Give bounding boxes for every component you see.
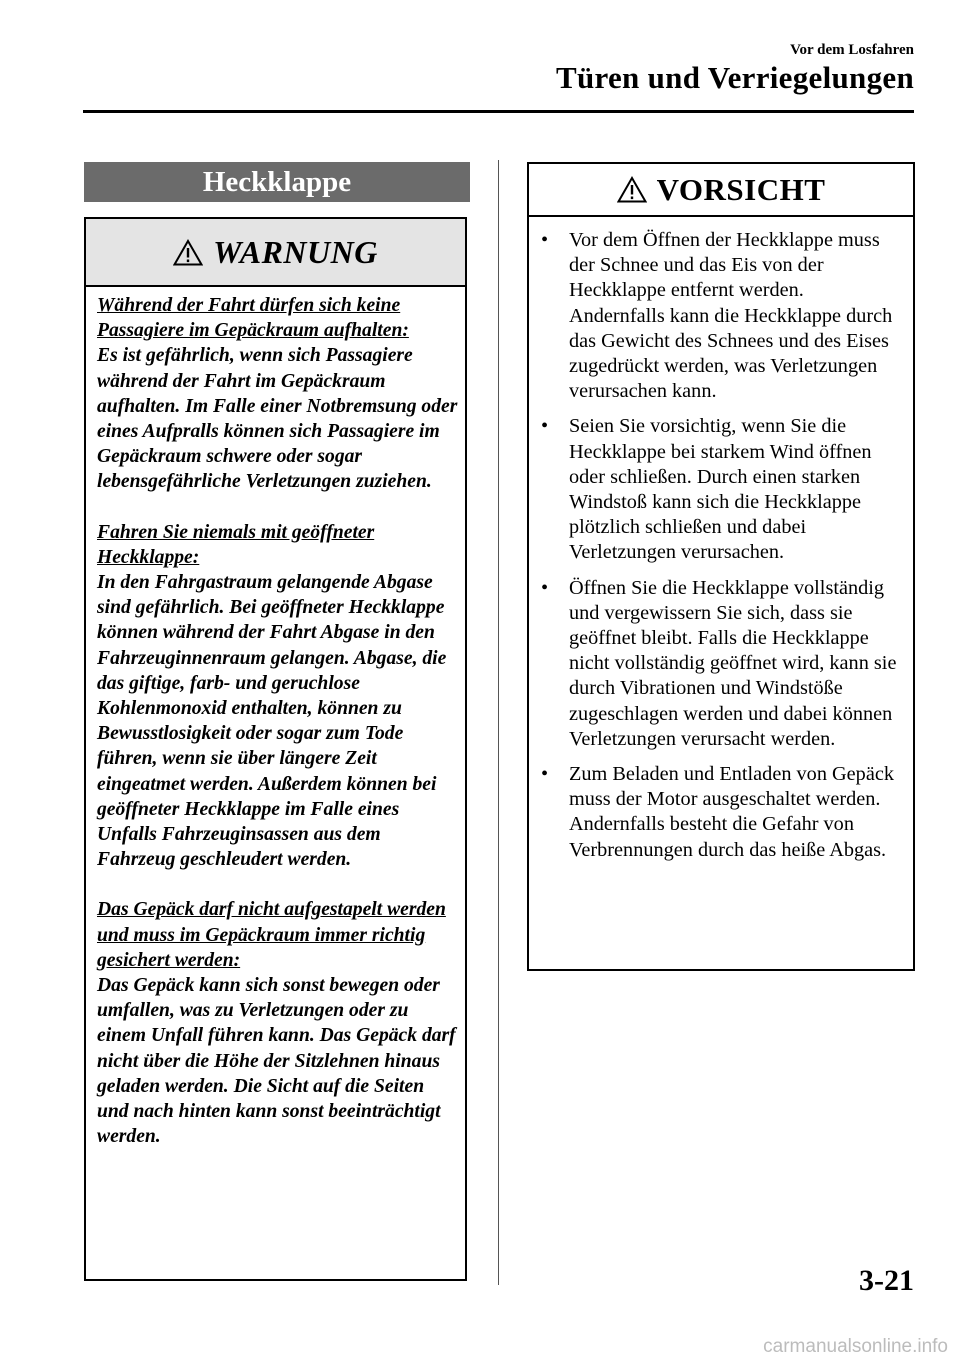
header-rule bbox=[83, 110, 914, 113]
warning-paragraph-heading: Fahren Sie niemals mit geöffneter Heckklappe: bbox=[97, 521, 375, 568]
caution-item bbox=[539, 228, 903, 404]
caution-item bbox=[539, 414, 903, 565]
warning-paragraph bbox=[97, 293, 459, 495]
bullet-icon: • bbox=[541, 229, 549, 251]
page-number: 3-21 bbox=[859, 1264, 914, 1297]
warning-triangle-icon bbox=[617, 176, 647, 203]
warning-triangle-icon bbox=[173, 239, 203, 266]
caution-list bbox=[529, 217, 913, 863]
warning-label: WARNUNG bbox=[213, 233, 378, 270]
caution-item-text: Zum Beladen und Entladen von Gepäck muss der Motor ausgeschaltet werden. Andernfalls besteht die Gefahr von Verbrennungen durch das heiße Abgas. bbox=[569, 763, 894, 861]
warning-box bbox=[84, 217, 467, 1281]
column-divider bbox=[498, 160, 499, 1285]
warning-paragraph-text: In den Fahrgastraum gelangende Abgase sind gefährlich. Bei geöffneter Heckklappe können während der Fahrt Abgase in den Fahrzeuginnenraum gelangen. Abgase, die das giftige, farb- und geruchlose Kohlenmonoxid enthalten, können zu Bewusstlosigkeit oder sogar zum Tode führen, wenn sie über längere Zeit eingeatmet werden. Außerdem können bei geöffneter Heckklappe im Falle eines Unfalls Fahrzeuginsassen aus dem Fahrzeug geschleudert werden. bbox=[97, 572, 447, 871]
caution-item bbox=[539, 762, 903, 863]
caution-item-text: Vor dem Öffnen der Heckklappe muss der Schnee und das Eis von der Heckklappe entfernt werden. Andernfalls kann die Heckklappe durch das Gewicht des Schnees und des Eises zugedrückt werden, was Verletzungen verursachen kann. bbox=[569, 229, 893, 403]
bullet-icon: • bbox=[541, 576, 549, 599]
chapter-label: Vor dem Losfahren bbox=[790, 42, 914, 58]
caution-box bbox=[527, 162, 915, 971]
page-title: Türen und Verriegelungen bbox=[555, 60, 914, 95]
warning-paragraph-heading: Das Gepäck darf nicht aufgestapelt werden und muss im Gepäckraum immer richtig gesichert werden: bbox=[97, 899, 446, 971]
watermark: carmanualsonline.info bbox=[763, 1336, 948, 1357]
caution-item-text: Seien Sie vorsichtig, wenn Sie die Heckklappe bei starkem Wind öffnen oder schließen. Durch einen starken Windstoß kann sich die Heckklappe plötzlich schließen und dabei Verletzungen verursachen. bbox=[569, 415, 872, 564]
section-title: Heckklappe bbox=[84, 162, 470, 202]
caution-item bbox=[539, 576, 903, 752]
bullet-icon: • bbox=[541, 763, 549, 786]
warning-paragraph-text: Das Gepäck kann sich sonst bewegen oder umfallen, was zu Verletzungen oder zu einem Unfall führen kann. Das Gepäck darf nicht über die Höhe der Sitzlehnen hinaus geladen werden. Die Sicht auf die Seiten und nach hinten kann sonst beeinträchtigt werden. bbox=[97, 975, 456, 1148]
warning-paragraph-text: Es ist gefährlich, wenn sich Passagiere während der Fahrt im Gepäckraum aufhalten. Im Falle einer Notbremsung oder eines Aufpralls können sich Passagiere im Gepäckraum schwere oder sogar lebensgefährliche Verletzungen zuziehen. bbox=[97, 345, 458, 493]
warning-paragraph bbox=[97, 520, 459, 873]
warning-body bbox=[86, 287, 465, 1150]
caution-label: VORSICHT bbox=[656, 171, 826, 207]
caution-header bbox=[529, 164, 913, 217]
caution-item-text: Öffnen Sie die Heckklappe vollständig und vergewissern Sie sich, dass sie geöffnet bleibt. Falls die Heckklappe nicht vollständig geöffnet wird, kann sie durch Vibrationen und Windstöße zugeschlagen werden und dabei können Verletzungen verursacht werden. bbox=[569, 576, 897, 750]
warning-paragraph bbox=[97, 897, 459, 1149]
bullet-icon: • bbox=[541, 415, 549, 438]
warning-paragraph-heading: Während der Fahrt dürfen sich keine Passagiere im Gepäckraum aufhalten: bbox=[97, 295, 409, 342]
warning-header bbox=[86, 219, 465, 287]
